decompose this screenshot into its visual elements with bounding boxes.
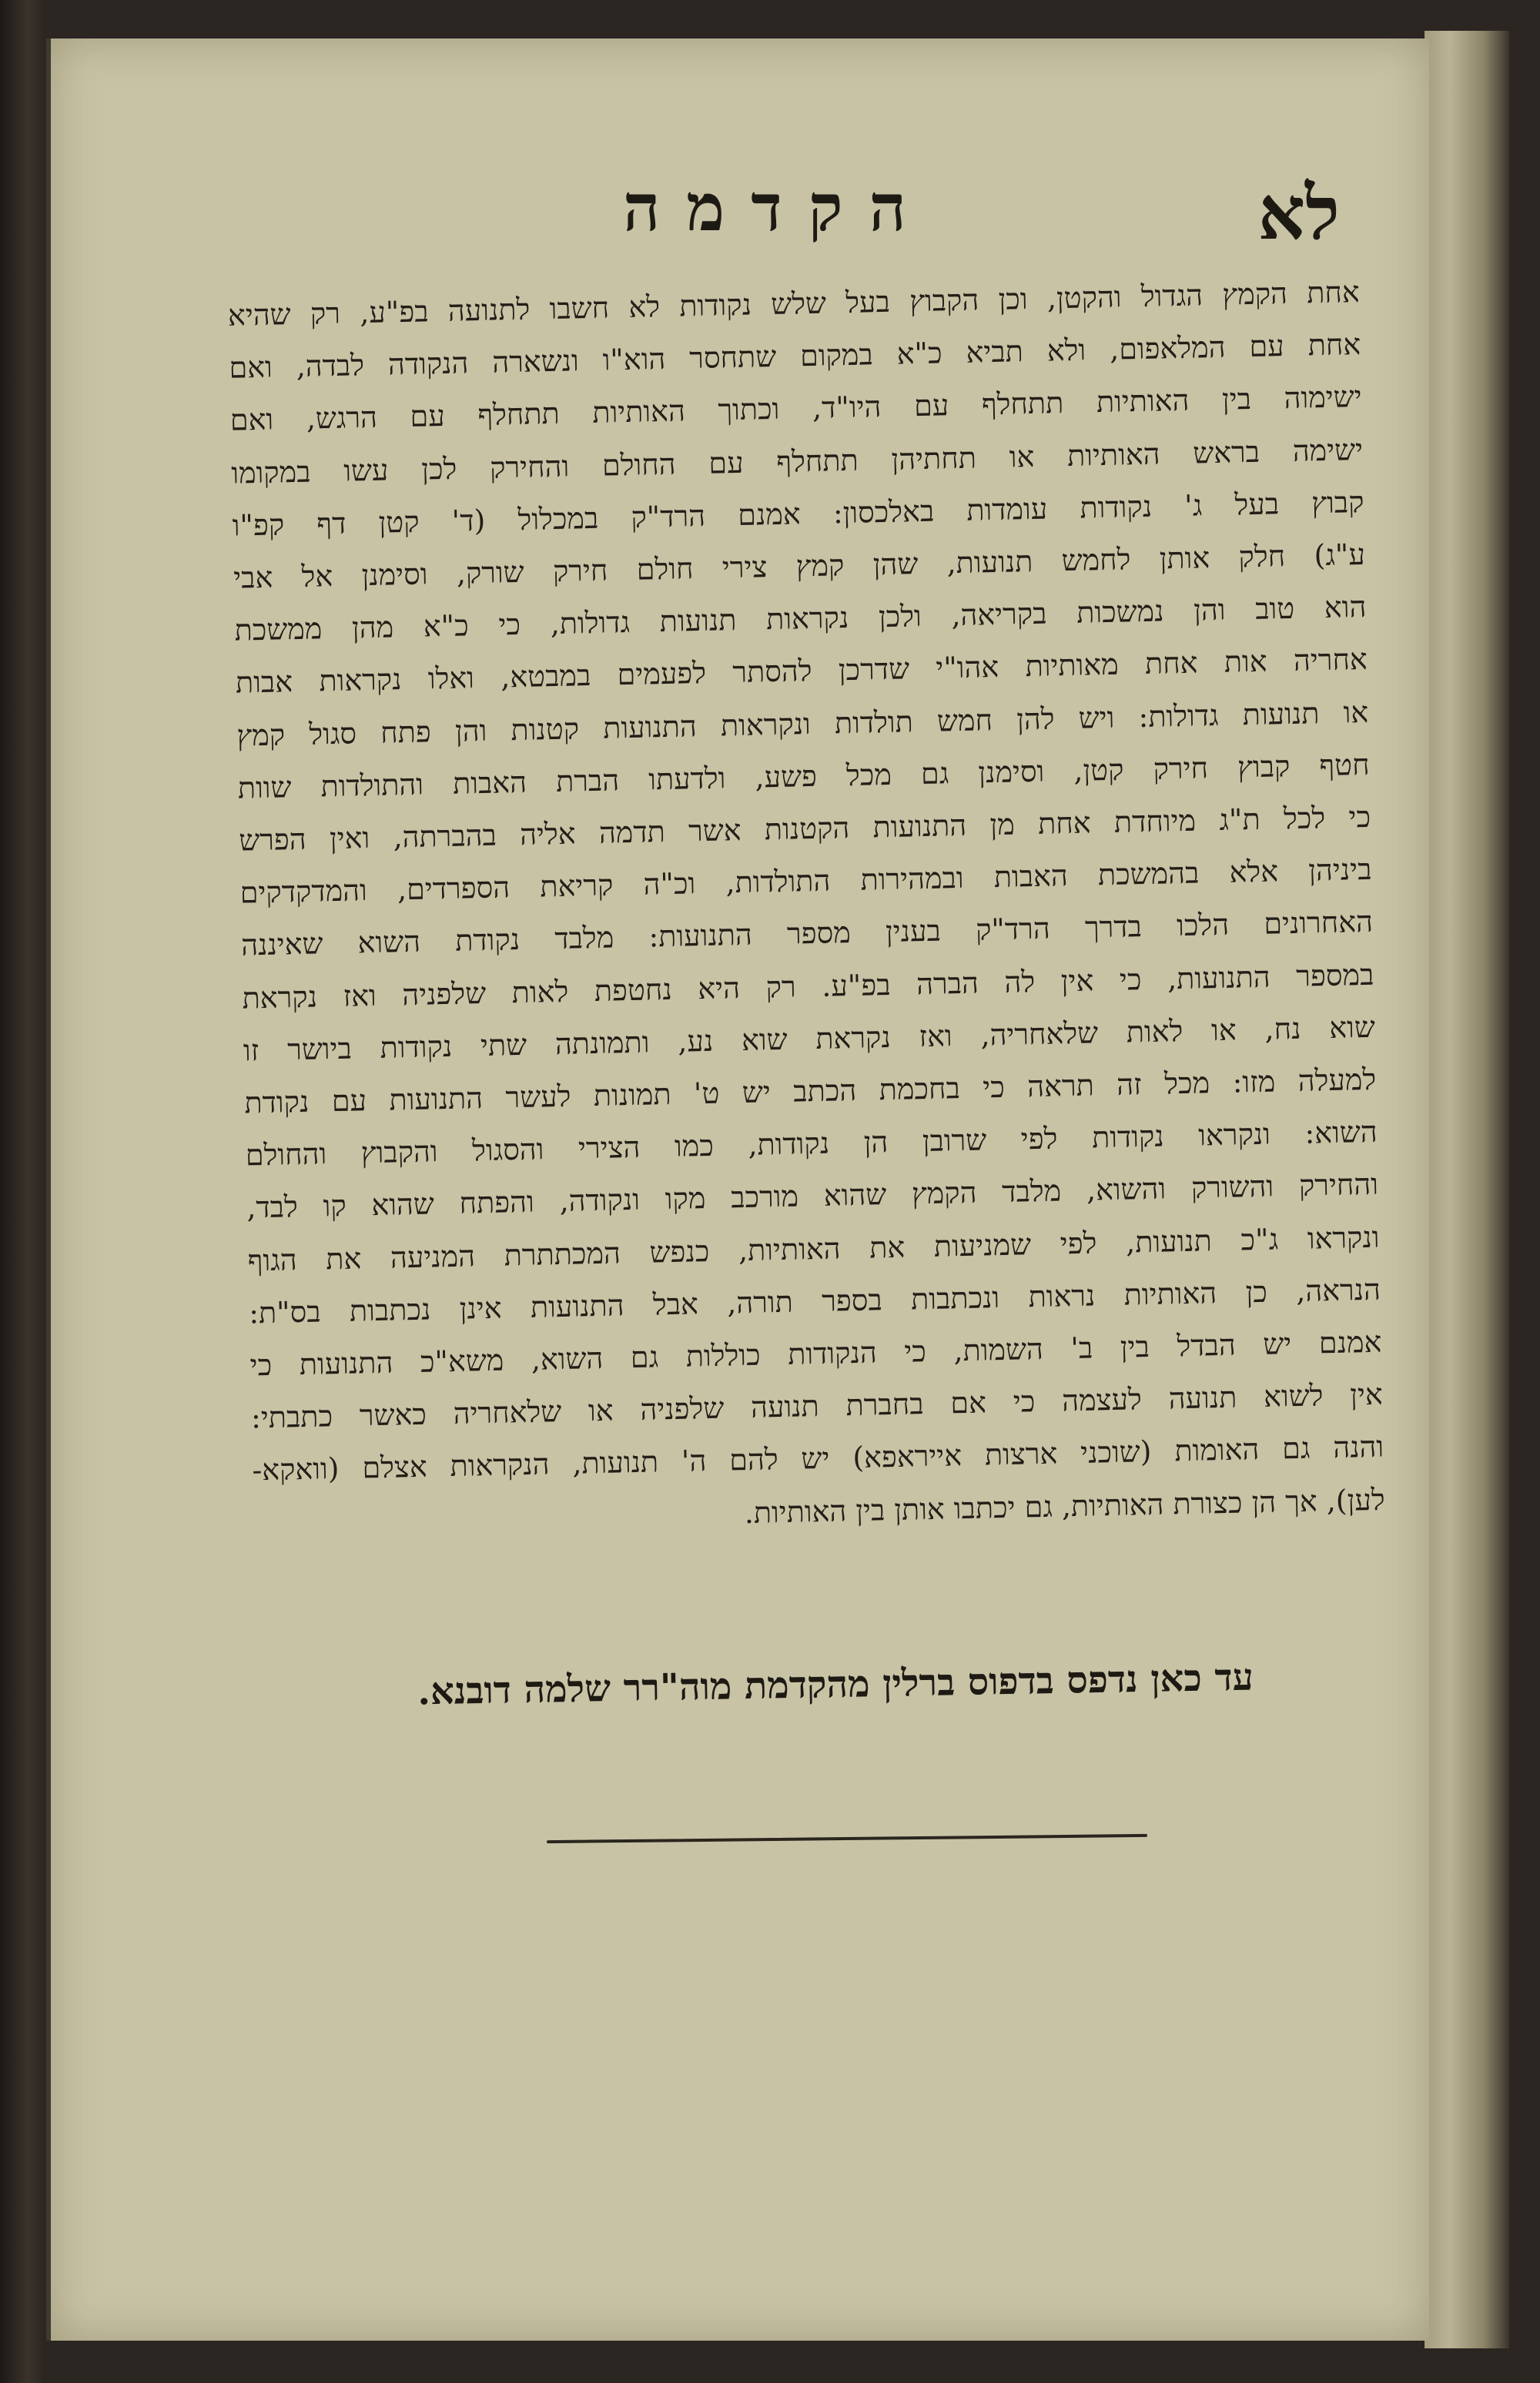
text-line: הוא טוב והן נמשכות בקריאה, ולכן נקראות תנועות גדולות, כי כ"א מהן ממשכת [234,590,1367,648]
text-line: אמנם יש הבדל בין ב' השמות, כי הנקודות כוללות גם השוא, משא"כ התנועות כי [249,1324,1382,1383]
text-line: אחת הקמץ הגדול והקטן, וכן הקבוץ בעל שלש נקודות לא חשבו לתנועה בפ"ע, רק שהיא [227,274,1361,333]
text-line: השוא: ונקראו נקודות לפי שרובן הן נקודות, כמו הצירי והסגול והקבוץ והחולם [245,1115,1378,1173]
text-line: האחרונים הלכו בדרך הרד"ק בענין מספר התנועות: מלבד נקודת השוא שאיננה [240,905,1374,963]
text-line: ונקראו ג"כ תנועות, לפי שמניעות את האותיות, כנפש המכתתרת המניעה את הגוף [247,1220,1380,1278]
text-line: הנראה, כן האותיות נראות ונכתבות בספר תורה, אבל התנועות אינן נכתבות בס"ת: [248,1272,1381,1330]
text-line: למעלה מזו: מכל זה תראה כי בחכמת הכתב יש ט' תמונות לעשר התנועות עם נקודת [243,1062,1377,1120]
text-line: והנה גם האומות (שוכני ארצות אייראפא) יש להם ה' תנועות, הנקראות אצלם (וואקא- [251,1430,1384,1488]
text-line: אין לשוא תנועה לעצמה כי אם בחברת תנועה שלפניה או שלאחריה כאשר כתבתי: [250,1377,1384,1435]
page-number: לא [1257,169,1340,256]
book-spine [0,0,46,2383]
text-line: ע"ג) חלק אותן לחמש תנועות, שהן קמץ צירי חולם חירק שורק, וסימנן אל אבי [233,537,1366,595]
text-line: במספר התנועות, כי אין לה הברה בפ"ע. רק היא נחטפת לאות שלפניה ואז נקראת [242,957,1374,1016]
text-line: חטף קבוץ חירק קטן, וסימנן גם מכל פשע, ולדעתו הברת האבות והתולדות שוות [237,747,1371,805]
body-text [227,266,1385,1549]
text-line: ביניהן אלא בהמשכת האבות ובמהירות התולדות, וכ"ה קריאת הספרדים, והמדקדקים [239,852,1372,910]
text-line: ישימוה בין האותיות תתחלף עם היו"ד, וכתוך האותיות תתחלף עם הרגש, ואם [229,380,1363,438]
text-line: אחריה אות אחת מאותיות אהו"י שדרכן להסתר לפעמים במבטא, ואלו נקראות אבות [235,642,1368,701]
page-header [216,169,1340,269]
text-line: ישימה בראש האותיות או תחתיהן תתחלף עם החולם והחירק לכן עשו במקומו [230,432,1364,490]
text-line: והחירק והשורק והשוא, מלבד הקמץ שהוא מורכב מקו ונקודה, והפתח שהוא קו לבד, [246,1167,1379,1225]
page-title: הקדמה [623,169,932,246]
colophon-note: עד כאן נדפס בדפוס ברלין מהקדמת מוה"רר שלמה דובנא. [417,1655,1254,1714]
text-line: אחת עם המלאפום, ולא תביא כ"א במקום שתחסר הוא"ו ונשארה הנקודה לבדה, ואם [229,327,1361,385]
text-line: כי לכל ת"ג מיוחדת אחת מן התנועות הקטנות אשר תדמה אליה בהברתה, ואין הפרש [238,799,1371,858]
text-line: שוא נח, או לאות שלאחריה, ואז נקראת שוא נע, ותמונתה שתי נקודות ביושר זו [243,1009,1376,1068]
text-line: או תנועות גדולות: ויש להן חמש תולדות ונקראות התנועות קטנות והן פתח סגול קמץ [236,694,1369,753]
text-line: קבוץ בעל ג' נקודות עומדות באלכסון: אמנם הרד"ק במכלול (ד' קטן דף קפ"ו [232,484,1364,543]
text-line: לען), אך הן כצורת האותיות, גם יכתבו אותן בין האותיות. [744,1482,1386,1530]
page-edge-stack [1424,31,1509,2348]
